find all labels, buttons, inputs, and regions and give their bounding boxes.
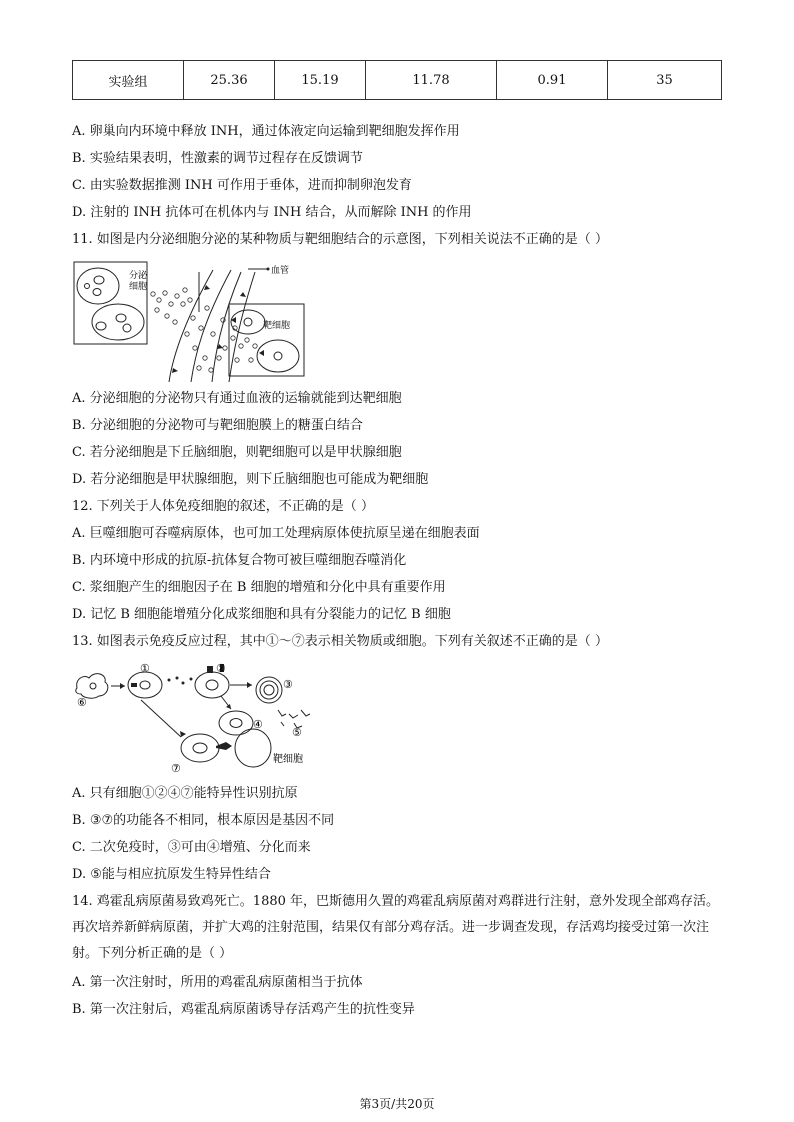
q10-option-b: B. 实验结果表明，性激素的调节过程存在反馈调节 — [72, 151, 363, 166]
q14-stem: 14. 鸡霍乱病原菌易致鸡死亡。1880 年，巴斯德用久置的鸡霍乱病原菌对鸡群进行注射，意外发现全部鸡存活。再次培养新鲜病原菌，并扩大鸡的注射范围，结果仅有部分鸡存活。进一步调查发现，存活鸡均接受过第一次注射。下列分析正确的是（ ） — [72, 894, 720, 961]
label-n4: ④ — [253, 718, 263, 731]
label-n7: ⑦ — [171, 762, 181, 775]
label-n2: ② — [216, 662, 226, 675]
q13-option-d: D. ⑤能与相应抗原发生特异性结合 — [72, 867, 271, 882]
table-row — [73, 61, 722, 100]
q12-option-b: B. 内环境中形成的抗原-抗体复合物可被巨噬细胞吞噬消化 — [72, 553, 407, 568]
q10-option-a: A. 卵巢向内环境中释放 INH，通过体液定向运输到靶细胞发挥作用 — [72, 124, 460, 139]
table-cell: 15.19 — [275, 61, 366, 100]
q11-stem: 11. 如图是内分泌细胞分泌的某种物质与靶细胞结合的示意图，下列相关说法不正确的是（ ） — [72, 232, 608, 247]
q12-stem: 12. 下列关于人体免疫细胞的叙述，不正确的是（ ） — [72, 499, 374, 514]
q13-option-a: A. 只有细胞①②④⑦能特异性识别抗原 — [72, 786, 298, 801]
label-n3: ③ — [283, 678, 293, 691]
q13-figure — [73, 660, 343, 780]
experiment-table — [72, 60, 722, 100]
q13-stem: 13. 如图表示免疫反应过程，其中①～⑦表示相关物质或细胞。下列有关叙述不正确的是（ ） — [72, 634, 608, 649]
label-vessel: 血管 — [271, 266, 290, 276]
page-number: 第3页/共20页 — [359, 1097, 435, 1111]
label-n5: ⑤ — [292, 726, 302, 739]
q11-option-a: A. 分泌细胞的分泌物只有通过血液的运输就能到达靶细胞 — [72, 391, 402, 406]
q11-option-d: D. 若分泌细胞是甲状腺细胞，则下丘脑细胞也可能成为靶细胞 — [72, 472, 429, 487]
q13-option-c: C. 二次免疫时，③可由④增殖、分化而来 — [72, 840, 311, 855]
q12-option-c: C. 浆细胞产生的细胞因子在 B 细胞的增殖和分化中具有重要作用 — [72, 580, 446, 595]
q10-option-c: C. 由实验数据推测 INH 可作用于垂体，进而抑制卵泡发育 — [72, 178, 412, 193]
table-cell: 实验组 — [73, 61, 184, 100]
label-secretory-2: 细胞 — [129, 282, 148, 292]
label-secretory-1: 分泌 — [129, 271, 148, 281]
q11-option-b: B. 分泌细胞的分泌物可与靶细胞膜上的糖蛋白结合 — [72, 418, 363, 433]
q11-figure — [73, 260, 313, 385]
q10-option-d: D. 注射的 INH 抗体可在机体内与 INH 结合，从而解除 INH 的作用 — [72, 205, 472, 220]
label-target-cell: 靶细胞 — [263, 321, 291, 331]
label-n6: ⑥ — [77, 696, 87, 709]
q12-option-a: A. 巨噬细胞可吞噬病原体，也可加工处理病原体使抗原呈递在细胞表面 — [72, 526, 480, 541]
table-cell: 35 — [608, 61, 722, 100]
table-cell: 11.78 — [366, 61, 497, 100]
label-n1: ① — [140, 662, 150, 675]
label-target-cell: 靶细胞 — [273, 754, 303, 765]
q14-option-b: B. 第一次注射后，鸡霍乱病原菌诱导存活鸡产生的抗性变异 — [72, 1002, 415, 1017]
table-cell: 25.36 — [184, 61, 275, 100]
q13-option-b: B. ③⑦的功能各不相同，根本原因是基因不同 — [72, 813, 335, 828]
q14-option-a: A. 第一次注射时，所用的鸡霍乱病原菌相当于抗体 — [72, 975, 363, 990]
q12-option-d: D. 记忆 B 细胞能增殖分化成浆细胞和具有分裂能力的记忆 B 细胞 — [72, 607, 451, 622]
target-cell-box — [229, 304, 304, 376]
q11-option-c: C. 若分泌细胞是下丘脑细胞，则靶细胞可以是甲状腺细胞 — [72, 445, 402, 460]
table-cell: 0.91 — [497, 61, 608, 100]
